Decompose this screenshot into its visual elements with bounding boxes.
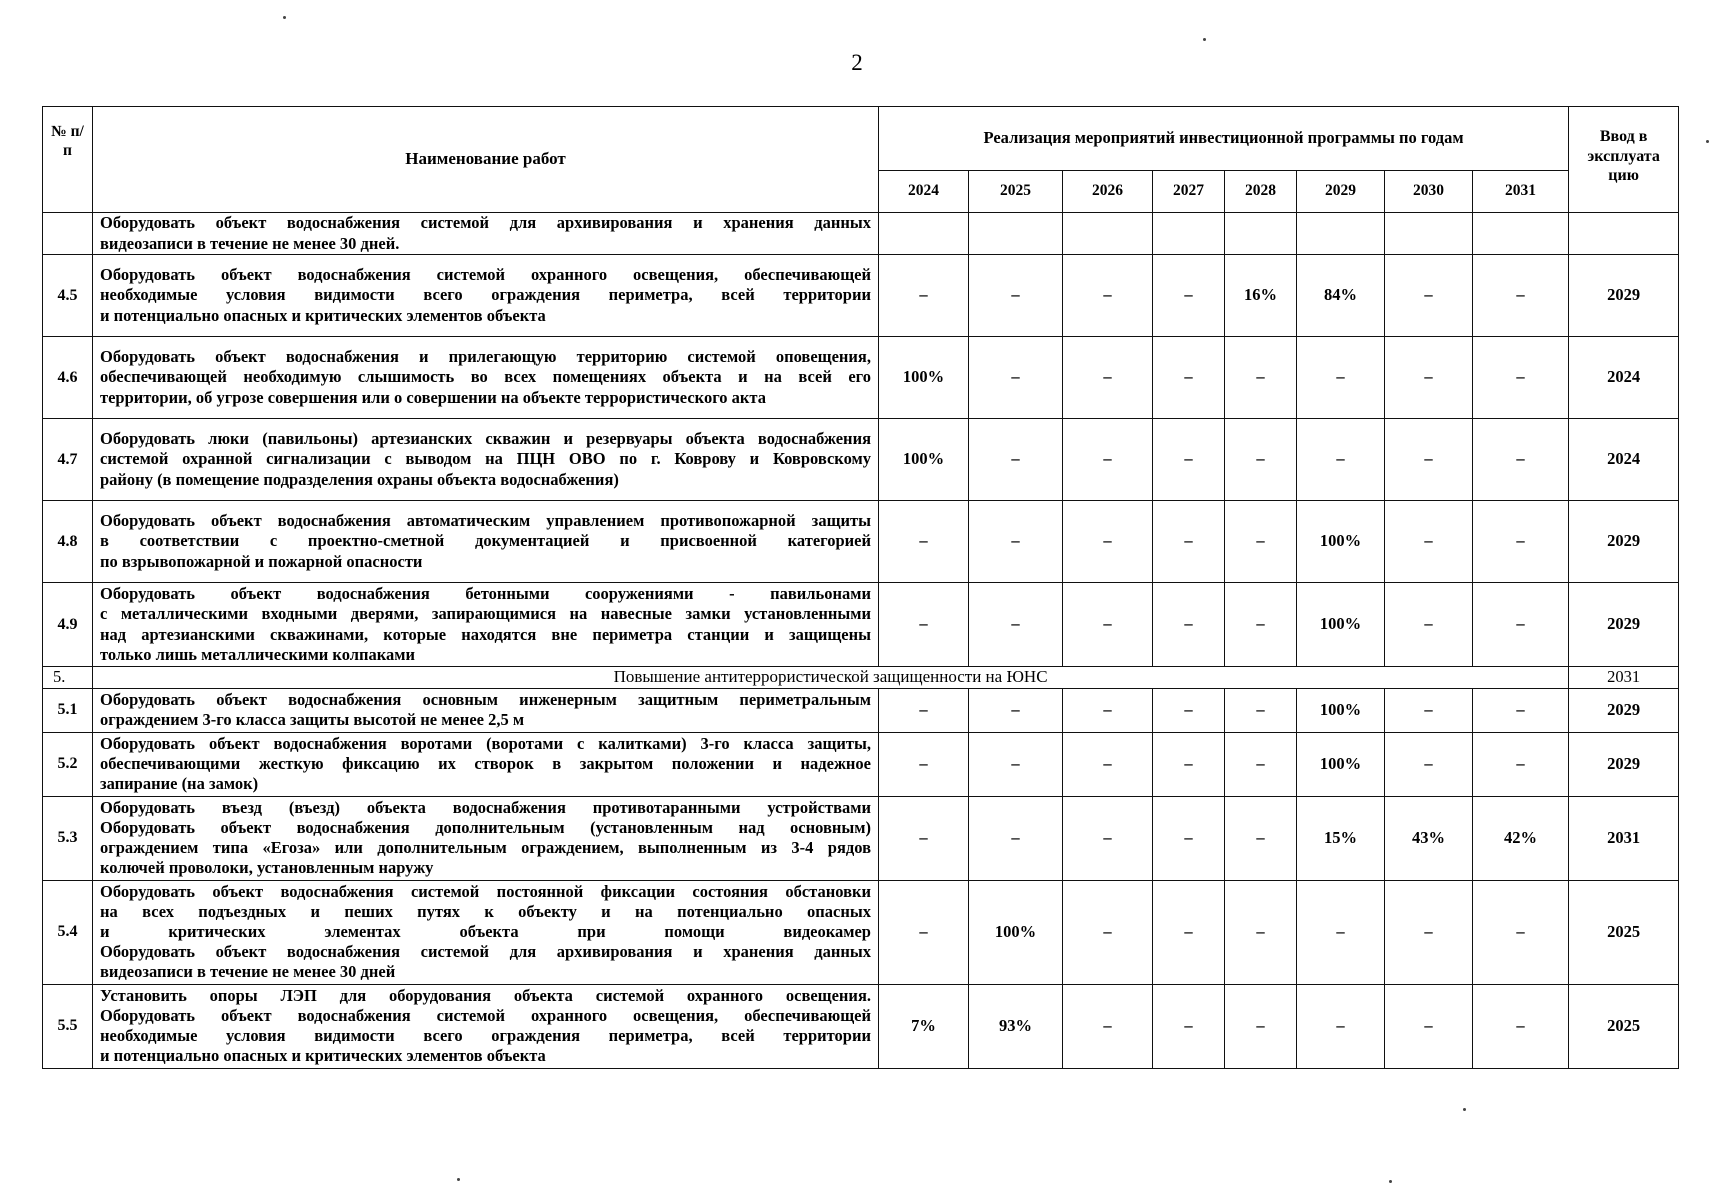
scan-speck xyxy=(1203,38,1206,41)
work-name-line: системой охранной сигнализации с выводом на ПЦН ОВО по г. Коврову и Ковровскому xyxy=(100,449,871,469)
year-value-2024: – xyxy=(879,796,969,880)
table-row xyxy=(43,984,1679,1068)
work-name-line: необходимые условия видимости всего ограждения периметра, всей территории xyxy=(100,1026,871,1046)
year-value-2025: – xyxy=(969,796,1063,880)
section-title: Повышение антитеррористической защищенности на ЮНС xyxy=(93,667,1569,689)
year-value-2031: – xyxy=(1473,984,1569,1068)
header-num: № п/п xyxy=(43,107,93,213)
year-value-2024: – xyxy=(879,880,969,984)
year-value-2027: – xyxy=(1153,880,1225,984)
year-value-2025: – xyxy=(969,501,1063,583)
work-name-line: Оборудовать объект водоснабжения системой постоянной фиксации состояния обстановки xyxy=(100,881,871,901)
year-value-2027: – xyxy=(1153,583,1225,667)
commission-year: 2024 xyxy=(1569,419,1679,501)
year-value-2029: 100% xyxy=(1297,688,1385,732)
year-value-2028: – xyxy=(1225,880,1297,984)
year-value-2029: 15% xyxy=(1297,796,1385,880)
row-number: 5.4 xyxy=(43,880,93,984)
year-value-2024: 7% xyxy=(879,984,969,1068)
work-name xyxy=(93,419,879,501)
year-value-2024: – xyxy=(879,732,969,796)
work-name-line: Оборудовать объект водоснабжения основным инженерным защитным периметральным xyxy=(100,690,871,710)
year-value-2030: – xyxy=(1385,984,1473,1068)
year-value-2031: – xyxy=(1473,255,1569,337)
year-value-2024: – xyxy=(879,688,969,732)
row-number: 4.9 xyxy=(43,583,93,667)
work-name-line: на всех подъездных и пеших путях к объекту и на потенциально опасных xyxy=(100,902,871,922)
work-name xyxy=(93,501,879,583)
year-value-2024: – xyxy=(879,501,969,583)
commission-year: 2029 xyxy=(1569,732,1679,796)
year-value-2024: 100% xyxy=(879,337,969,419)
work-name xyxy=(93,688,879,732)
year-value-2028: – xyxy=(1225,984,1297,1068)
header-name: Наименование работ xyxy=(93,107,879,213)
table-row xyxy=(43,419,1679,501)
year-value-2028 xyxy=(1225,213,1297,255)
work-name-line: Оборудовать объект водоснабжения системой охранного освещения, обеспечивающей xyxy=(100,1006,871,1026)
year-value-2024: 100% xyxy=(879,419,969,501)
year-value-2028: – xyxy=(1225,796,1297,880)
year-value-2026: – xyxy=(1063,688,1153,732)
year-value-2024: – xyxy=(879,583,969,667)
year-value-2030: – xyxy=(1385,337,1473,419)
year-value-2029: 84% xyxy=(1297,255,1385,337)
header-year-2030: 2030 xyxy=(1385,171,1473,213)
work-name-line: ограждением типа «Егоза» или дополнительным ограждением, выполненным из 3-4 рядов xyxy=(100,838,871,858)
header-commission: Ввод в эксплуата цию xyxy=(1569,107,1679,213)
year-value-2027: – xyxy=(1153,419,1225,501)
work-name-line: и потенциально опасных и критических элементов объекта xyxy=(100,1046,546,1066)
year-value-2031: – xyxy=(1473,880,1569,984)
year-value-2031: – xyxy=(1473,583,1569,667)
work-name-line: запирание (на замок) xyxy=(100,774,259,794)
work-name xyxy=(93,984,879,1068)
section-row xyxy=(43,667,1679,689)
work-name xyxy=(93,213,879,255)
year-value-2025: 93% xyxy=(969,984,1063,1068)
row-number: 5.2 xyxy=(43,732,93,796)
year-value-2027 xyxy=(1153,213,1225,255)
commission-year: 2024 xyxy=(1569,337,1679,419)
header-row-top xyxy=(43,107,1679,171)
section-number: 5. xyxy=(43,667,93,689)
investment-program-table xyxy=(42,106,1679,1069)
table-row xyxy=(43,583,1679,667)
year-value-2025: – xyxy=(969,255,1063,337)
year-value-2025: 100% xyxy=(969,880,1063,984)
work-name-line: Оборудовать объект водоснабжения системой для архивирования и хранения данных xyxy=(100,942,871,962)
work-name-line: над артезианскими скважинами, которые находятся вне периметра станции и защищены xyxy=(100,624,871,644)
work-name xyxy=(93,583,879,667)
header-year-2026: 2026 xyxy=(1063,171,1153,213)
year-value-2029 xyxy=(1297,213,1385,255)
work-name-line: видеозаписи в течение не менее 30 дней. xyxy=(100,233,400,253)
row-number: 4.7 xyxy=(43,419,93,501)
work-name-line: в соответствии с проектно-сметной документацией и присвоенной категорией xyxy=(100,531,871,551)
work-name-line: Оборудовать объект водоснабжения автоматическим управлением противопожарной защиты xyxy=(100,511,871,531)
work-name xyxy=(93,732,879,796)
year-value-2029: 100% xyxy=(1297,583,1385,667)
work-name-line: необходимые условия видимости всего ограждения периметра, всей территории xyxy=(100,285,871,305)
year-value-2030: – xyxy=(1385,880,1473,984)
table-row xyxy=(43,688,1679,732)
commission-year xyxy=(1569,213,1679,255)
scan-speck xyxy=(457,1178,460,1181)
year-value-2030: – xyxy=(1385,583,1473,667)
year-value-2025: – xyxy=(969,419,1063,501)
table-row xyxy=(43,337,1679,419)
year-value-2027: – xyxy=(1153,732,1225,796)
year-value-2028: – xyxy=(1225,501,1297,583)
work-name-line: с металлическими входными дверями, запирающимися на навесные замки установленными xyxy=(100,604,871,624)
work-name-line: Оборудовать объект водоснабжения и прилегающую территорию системой оповещения, xyxy=(100,347,871,367)
year-value-2028: – xyxy=(1225,732,1297,796)
year-value-2030: – xyxy=(1385,501,1473,583)
year-value-2028: – xyxy=(1225,583,1297,667)
work-name xyxy=(93,337,879,419)
year-value-2026: – xyxy=(1063,255,1153,337)
work-name-line: колючей проволоки, установленным наружу xyxy=(100,858,434,878)
year-value-2029: – xyxy=(1297,419,1385,501)
year-value-2027: – xyxy=(1153,688,1225,732)
commission-year: 2029 xyxy=(1569,583,1679,667)
row-number: 5.3 xyxy=(43,796,93,880)
year-value-2029: – xyxy=(1297,984,1385,1068)
year-value-2030: – xyxy=(1385,419,1473,501)
year-value-2026: – xyxy=(1063,880,1153,984)
header-year-2024: 2024 xyxy=(879,171,969,213)
header-year-2029: 2029 xyxy=(1297,171,1385,213)
year-value-2029: 100% xyxy=(1297,501,1385,583)
work-name-line: и критических элементах объекта при помощи видеокамер xyxy=(100,922,871,942)
row-number: 5.5 xyxy=(43,984,93,1068)
year-value-2025: – xyxy=(969,337,1063,419)
year-value-2026: – xyxy=(1063,583,1153,667)
year-value-2030: 43% xyxy=(1385,796,1473,880)
commission-year: 2029 xyxy=(1569,255,1679,337)
work-name-line: Оборудовать объект водоснабжения воротами (воротами с калитками) 3-го класса защиты, xyxy=(100,734,871,754)
year-value-2030 xyxy=(1385,213,1473,255)
year-value-2031 xyxy=(1473,213,1569,255)
header-year-2028: 2028 xyxy=(1225,171,1297,213)
work-name-line: Оборудовать люки (павильоны) артезианских скважин и резервуары объекта водоснабжения xyxy=(100,429,871,449)
year-value-2026: – xyxy=(1063,419,1153,501)
header-year-2031: 2031 xyxy=(1473,171,1569,213)
year-value-2029: – xyxy=(1297,880,1385,984)
section-commission-year: 2031 xyxy=(1569,667,1679,689)
work-name-line: Оборудовать объект водоснабжения бетонными сооружениями - павильонами xyxy=(100,584,871,604)
year-value-2024 xyxy=(879,213,969,255)
year-value-2031: – xyxy=(1473,688,1569,732)
work-name-line: ограждением 3-го класса защиты высотой не менее 2,5 м xyxy=(100,710,525,730)
table-row xyxy=(43,501,1679,583)
year-value-2028: – xyxy=(1225,688,1297,732)
year-value-2024: – xyxy=(879,255,969,337)
year-value-2031: 42% xyxy=(1473,796,1569,880)
commission-year: 2025 xyxy=(1569,984,1679,1068)
work-name-line: Оборудовать въезд (въезд) объекта водоснабжения противотаранными устройствами xyxy=(100,797,871,817)
header-year-2025: 2025 xyxy=(969,171,1063,213)
year-value-2025: – xyxy=(969,688,1063,732)
commission-year: 2029 xyxy=(1569,501,1679,583)
row-number: 4.5 xyxy=(43,255,93,337)
year-value-2026 xyxy=(1063,213,1153,255)
work-name-line: Оборудовать объект водоснабжения дополнительным (установленным над основным) xyxy=(100,818,871,838)
table-row xyxy=(43,732,1679,796)
year-value-2029: – xyxy=(1297,337,1385,419)
table-row xyxy=(43,255,1679,337)
scan-speck xyxy=(283,16,286,19)
row-number: 5.1 xyxy=(43,688,93,732)
year-value-2027: – xyxy=(1153,337,1225,419)
scan-speck xyxy=(1463,1108,1466,1111)
scan-speck xyxy=(1706,140,1709,143)
commission-year: 2025 xyxy=(1569,880,1679,984)
year-value-2027: – xyxy=(1153,984,1225,1068)
work-name-line: территории, об угрозе совершения или о совершении на объекте террористического акта xyxy=(100,387,766,407)
year-value-2030: – xyxy=(1385,255,1473,337)
year-value-2031: – xyxy=(1473,732,1569,796)
year-value-2030: – xyxy=(1385,732,1473,796)
work-name-line: обеспечивающей необходимую слышимость во всех помещениях объекта и на всей его xyxy=(100,367,871,387)
page-number: 2 xyxy=(851,50,863,75)
header-year-2027: 2027 xyxy=(1153,171,1225,213)
year-value-2031: – xyxy=(1473,501,1569,583)
work-name-line: и потенциально опасных и критических элементов объекта xyxy=(100,305,546,325)
work-name-line: Установить опоры ЛЭП для оборудования объекта системой охранного освещения. xyxy=(100,985,871,1005)
work-name-line: Оборудовать объект водоснабжения системой для архивирования и хранения данных xyxy=(100,213,871,233)
year-value-2026: – xyxy=(1063,984,1153,1068)
scan-speck xyxy=(1389,1180,1392,1183)
year-value-2031: – xyxy=(1473,337,1569,419)
year-value-2028: 16% xyxy=(1225,255,1297,337)
year-value-2025: – xyxy=(969,732,1063,796)
commission-year: 2031 xyxy=(1569,796,1679,880)
year-value-2027: – xyxy=(1153,255,1225,337)
table-row xyxy=(43,796,1679,880)
year-value-2026: – xyxy=(1063,732,1153,796)
year-value-2031: – xyxy=(1473,419,1569,501)
work-name-line: району (в помещение подразделения охраны объекта водоснабжения) xyxy=(100,469,619,489)
work-name xyxy=(93,880,879,984)
year-value-2026: – xyxy=(1063,337,1153,419)
work-name-line: Оборудовать объект водоснабжения системой охранного освещения, обеспечивающей xyxy=(100,265,871,285)
work-name xyxy=(93,255,879,337)
header-program: Реализация мероприятий инвестиционной программы по годам xyxy=(879,107,1569,171)
work-name-line: по взрывопожарной и пожарной опасности xyxy=(100,551,423,571)
year-value-2025 xyxy=(969,213,1063,255)
year-value-2027: – xyxy=(1153,796,1225,880)
work-name-line: только лишь металлическими колпаками xyxy=(100,644,416,664)
year-value-2027: – xyxy=(1153,501,1225,583)
year-value-2028: – xyxy=(1225,419,1297,501)
table-row xyxy=(43,880,1679,984)
year-value-2028: – xyxy=(1225,337,1297,419)
work-name xyxy=(93,796,879,880)
year-value-2026: – xyxy=(1063,501,1153,583)
table-row xyxy=(43,213,1679,255)
work-name-line: обеспечивающими жесткую фиксацию их створок в закрытом положении и надежное xyxy=(100,754,871,774)
work-name-line: видеозаписи в течение не менее 30 дней xyxy=(100,962,396,982)
row-number xyxy=(43,213,93,255)
year-value-2029: 100% xyxy=(1297,732,1385,796)
year-value-2025: – xyxy=(969,583,1063,667)
year-value-2030: – xyxy=(1385,688,1473,732)
year-value-2026: – xyxy=(1063,796,1153,880)
row-number: 4.8 xyxy=(43,501,93,583)
commission-year: 2029 xyxy=(1569,688,1679,732)
row-number: 4.6 xyxy=(43,337,93,419)
